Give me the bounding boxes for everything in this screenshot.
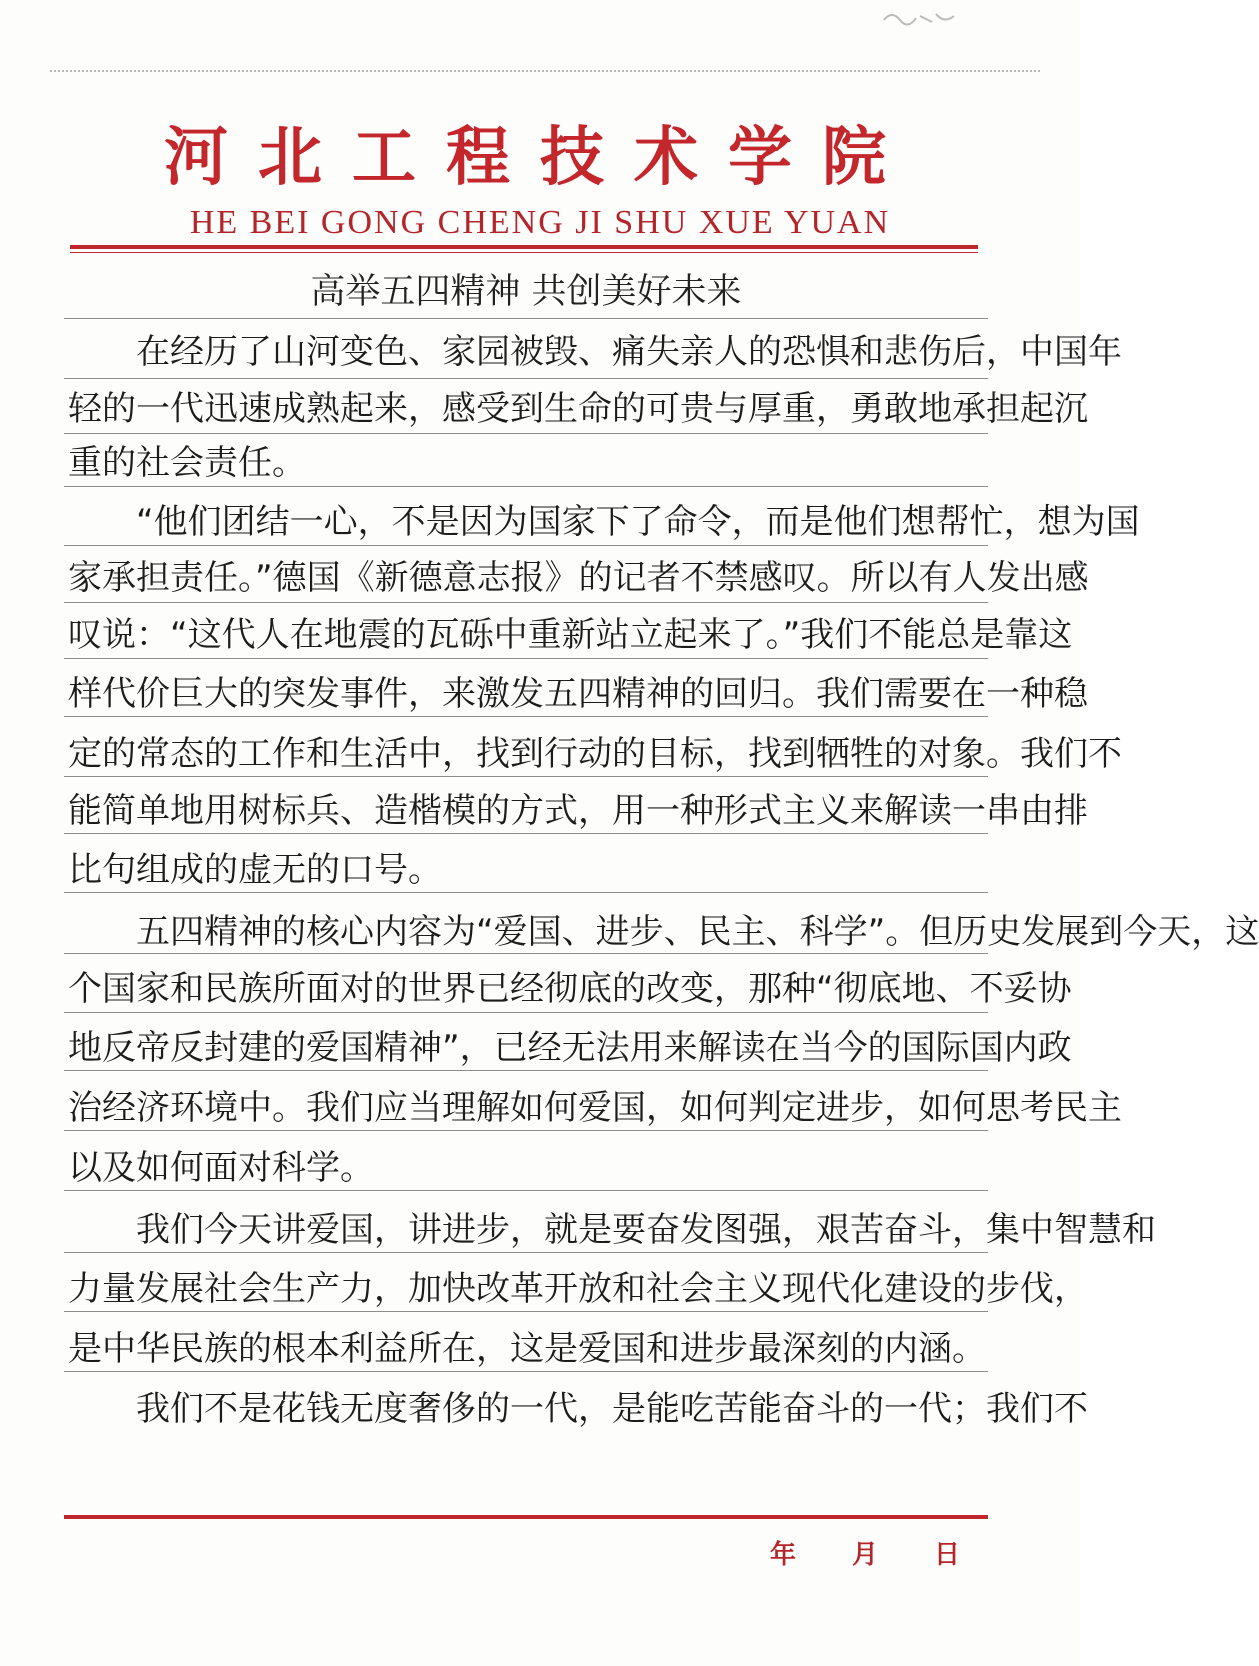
essay-line: 以及如何面对科学。	[68, 1148, 374, 1188]
ruled-line	[64, 1070, 988, 1071]
ruled-line	[64, 1130, 988, 1131]
essay-line: 叹说：“这代人在地震的瓦砾中重新站立起来了。”我们不能总是靠这	[68, 615, 1073, 655]
essay-title: 高举五四精神 共创美好未来	[310, 272, 742, 312]
essay-line: “他们团结一心，不是因为国家下了命令，而是他们想帮忙，想为国	[136, 502, 1140, 542]
essay-line: 地反帝反封建的爱国精神”，已经无法用来解读在当今的国际国内政	[68, 1028, 1072, 1068]
essay-line: 我们不是花钱无度奢侈的一代，是能吃苦能奋斗的一代；我们不	[136, 1389, 1088, 1429]
ruled-line	[64, 486, 988, 487]
ruled-line	[64, 658, 988, 659]
month-label: 月	[852, 1540, 879, 1570]
ruled-line	[64, 1371, 988, 1372]
date-fields	[770, 1534, 990, 1570]
ruled-line	[64, 602, 988, 603]
letterhead	[0, 118, 1080, 242]
essay-line: 我们今天讲爱国，讲进步，就是要奋发图强，艰苦奋斗，集中智慧和	[136, 1210, 1156, 1250]
ruled-line	[64, 433, 988, 434]
ruled-line	[64, 378, 988, 379]
essay-line: 样代价巨大的突发事件，来激发五四精神的回归。我们需要在一种稳	[68, 674, 1088, 714]
ruled-line	[64, 716, 988, 717]
ruled-line	[64, 1311, 988, 1312]
ruled-line	[64, 318, 988, 319]
letterhead-rule-thin	[70, 252, 978, 253]
essay-line: 定的常态的工作和生活中，找到行动的目标，找到牺牲的对象。我们不	[68, 734, 1122, 774]
essay-line: 个国家和民族所面对的世界已经彻底的改变，那种“彻底地、不妥协	[68, 969, 1072, 1009]
essay-line: 力量发展社会生产力，加快改革开放和社会主义现代化建设的步伐，	[68, 1269, 1088, 1309]
essay-line: 家承担责任。”德国《新德意志报》的记者不禁感叹。所以有人发出感	[68, 558, 1089, 598]
essay-line: 治经济环境中。我们应当理解如何爱国，如何判定进步，如何思考民主	[68, 1088, 1122, 1128]
school-name: 河北工程技术学院	[164, 120, 916, 195]
ruled-line	[64, 892, 988, 893]
essay-line: 在经历了山河变色、家园被毁、痛失亲人的恐惧和悲伤后，中国年	[136, 332, 1122, 372]
year-label: 年	[770, 1540, 797, 1570]
letterhead-rule	[70, 245, 978, 249]
essay-line: 是中华民族的根本利益所在，这是爱国和进步最深刻的内涵。	[68, 1329, 986, 1369]
footer-rule	[64, 1515, 988, 1519]
ruled-line	[64, 1012, 988, 1013]
day-label: 日	[934, 1540, 961, 1570]
essay-line: 比句组成的虚无的口号。	[68, 850, 442, 890]
essay-line: 能简单地用树标兵、造楷模的方式，用一种形式主义来解读一串由排	[68, 791, 1088, 831]
essay-line: 轻的一代迅速成熟起来，感受到生命的可贵与厚重，勇敢地承担起沉	[68, 389, 1088, 429]
school-pinyin: HE BEI GONG CHENG JI SHU XUE YUAN	[189, 204, 891, 241]
ruled-line	[64, 545, 988, 546]
ruled-line	[64, 953, 988, 954]
ruled-line	[64, 1190, 988, 1191]
top-dotted-rule	[50, 70, 1040, 72]
ruled-line	[64, 833, 988, 834]
ruled-line	[64, 776, 988, 777]
corner-scribble	[880, 6, 960, 30]
essay-line: 重的社会责任。	[68, 443, 306, 483]
ruled-line	[64, 1252, 988, 1253]
essay-line: 五四精神的核心内容为“爱国、进步、民主、科学”。但历史发展到今天，这	[136, 912, 1259, 952]
